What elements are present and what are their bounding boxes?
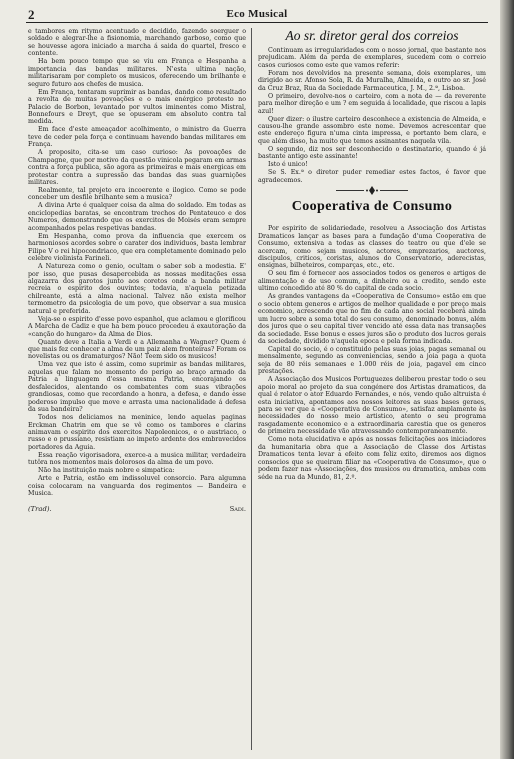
article-paragraph: Capital do socio, é o constituido pelas suas joias, pagas semanal ou mensalmente, segundo as conveniencias, sendo a joia paga a quota seja de 80 réis semanaes e 1.000 réis de joia, pagavel em cinco prestações. (258, 345, 486, 376)
article-paragraph: Isto é unico! (268, 161, 308, 169)
article-paragraph: Veja-se o espirito d'esse povo espanhol, que aclamou e glorificou A Marcha de Cadiz e que ha bem pouco procedeu á exautoração da «canção do hungaro» da Alma de Dios. (28, 315, 246, 338)
article-paragraph: Em Hespanha, como prova da influencia que exercem os harmoniosos acordes sobre o carater dos individuos, basta lembrar Filipe V o rei hipocondriaco, que era completamente dominado pelo celebre violinista Farineli. (28, 232, 246, 263)
article-paragraph: Quanto deve a Italia a Verdi e a Allemanha a Wagner? Quem é que mais fez conhecer a alma de um paiz alem fronteiras? Foram os novelistas ou os dramaturgos? Não! Teem sido os musicos! (28, 338, 246, 361)
page-header (26, 8, 488, 23)
article-signature (28, 506, 246, 513)
article-paragraph: Realmente, tal projeto era incoerente e ilogico. Como se pode conceber um desfile brilhante sem a musica? (28, 187, 246, 202)
article-paragraph: Se S. Ex.ª o diretor puder remediar estes factos, é favor que agradecemos. (258, 169, 486, 184)
ornamental-divider (332, 186, 412, 195)
book-spine-shadow (500, 0, 514, 759)
article-paragraph: A Natureza como o genio, ocultam o saber sob a modestia. E' por isso, que pusas desapercebida as nossas meditações essa algazarra dos garotos junto aos coretos onde a banda militar recreia o espirito dos ouvintes; todavia, n'aquela petizada chilreante, está a alma nacional. Talvez não exista melhor termometro da psicologia de um povo, que observar a sua musica natural e preferida. (28, 263, 246, 315)
article-paragraph: Ha bem pouco tempo que se viu em França e Hespanha a importancia das bandas militares. N'esta ultima nação, militarisaram por completo os musicos, oferecendo um brilhante e seguro futuro aos chefes de musica. (28, 58, 246, 88)
article-paragraph: Essa reação vigorisadora, exerce-a a musica militar, verdadeira tutôra nos momentos mais dolorosos da alma de um povo. (28, 451, 246, 467)
article-paragraph: Continuam as irregularidades com o nosso jornal, que bastante nos prejudicam. Além da perda de exemplares, sucedem com o correio casos curiosos como este que vamos referir: (258, 47, 486, 69)
article-paragraph: Em França, tentaram suprimir as bandas, dando como resultado a revolta de muitas povoações e o mais enérgico protesto no Palacio de Borbon, levantado por vultos iminentes como Mistral, Bonnefours e Dreyt, que se opuseram em absoluto contra tal medida. (28, 88, 246, 126)
section-heading: Ao sr. diretor geral dos correios (285, 28, 459, 43)
ornament-icon (366, 186, 378, 195)
article-paragraph: A Associação dos Musicos Portuguezes deliberou prestar todo o seu apoio moral ao projeto da sua congénere dos Artistas dramaticos, da qual é relator o ator Eduardo Fernandes, e nós, vendo quão altruista é esta iniciativa, apontamos aos nossos leitores as suas bases geraes, para se ver que a «Cooperativa de Consumo», satisfaz amplamente às necessidades do nosso meio artistico, atento o seu programa rasgadamente economico e a extraordinaria carestia que os generos de primeira necessidade vão atravessando contemporaneamente. (258, 376, 486, 436)
right-column (258, 28, 486, 481)
left-column (28, 28, 246, 513)
article-paragraph: Todos nos deliciamos na meninice, lendo aquelas paginas Erckman Chatrin em que se vê como os tambores e clarins animavam o espirito dos exercitos Napoleonicos, e o austriaco, o russo e o prussiano, resistiam ao impeto ardente dos embravecidos portadores da Aguia. (28, 414, 246, 451)
article-paragraph: Em face d'este ameaçador acolhimento, o ministro da Guerra teve de ceder pela força e continuam havendo bandas militares em França. (28, 126, 246, 149)
running-title: Eco Musical (226, 8, 288, 20)
section-heading: Cooperativa de Consumo (291, 199, 453, 215)
translation-note: (Trad). (28, 504, 52, 513)
author-name: Sadi. (229, 504, 246, 513)
article-paragraph: Por espirito de solidariedade, resolveu a Associação dos Artistas Dramaticos lançar as bases para a fundação d'uma Cooperativa de Consumo, extensiva a todas as classes do teatro ou que d'ele se acercam, como sejam musicos, actores, emprezarios, auctores, discipulos, criticos, coristas, alunos do Conservatorio, aderecistas, ensignas, bilheteiros, comparças, etc., etc. (258, 225, 486, 270)
article-paragraph: O segundo, diz nos ser desconhecido o destinatario, quando é já bastante antigo este assinante! (258, 145, 486, 161)
column-rule (251, 28, 252, 750)
article-paragraph: Não ha instituição mais nobre e simpatica: (38, 467, 175, 475)
article-paragraph: A proposito, cita-se um caso curioso: As povoações de Champagne, que por motivo da questão vinicola pegaram em armas contra a força publica, são agora as primeiras e mais energicas em protestar contra a supressão das bandas das suas guarnições militares. (28, 149, 246, 187)
article-paragraph: As grandes vantagens da «Cooperativa de Consumo» estão em que o socio obtem generos e artigos de melhor qualidade e por preço mais economico, acrescendo que no fim de cada ano social receberá ainda um lucro sobre a soma total do seu consumo, denominado bonus, além dos juros que o seu capital tiver vencido até essa data nas transações da sociedade. Esse bonus e esses juros são o produto dos lucros gerais da sociedade, dividido n'aquela epoca e pela forma indicada. (258, 293, 486, 345)
article-paragraph: Foram nos devolvidos na presente semana, dois exemplares, um dirigido ao sr. Afonso Sola, R. da Muralha, Almeida, e outro ao sr. José da Cruz Braz, Rua da Sociedade Farmaceutica, J. M., 2.ª, Lisboa. (258, 69, 486, 92)
article-paragraph: O primeiro, devolve-nos o carteiro, com a nota de — da reverente para melhor direção e um ? em seguida á localidade, que riscou a lapis azul! (258, 92, 486, 115)
article-paragraph: A divina Arte é qualquer coisa da alma do soldado. Em todas as enciclopedias baratas, se encontram trechos do Pentateuco e dos Numeros, demonstrando que os exercitos de Moisés eram sempre acompanhados pelas respetivas bandas. (28, 202, 246, 232)
article-paragraph: O seu fim é fornecer aos associados todos os generos e artigos de alimentação e de uso comum, a dinheiro ou a credito, sendo este ultimo concedido até 80 % do capital de cada socio. (258, 270, 486, 293)
article-paragraph: Uma vez que isto é assim, como suprimir as bandas militares, aquelas que falam no momento do perigo ao braço armado da Patria a linguagem d'essa mesma Patria, encorajando os desfalecidos, alentando os combatentes com suas vibrações grandiosas, como que recordando a honra, a defesa, e dando esse poderoso impulso que move e arrasta uma nacionalidade á defesa da sua bandeira? (28, 361, 246, 414)
article-paragraph: Quer dizer: o ilustre carteiro desconhece a existencia de Almeida, e causou-lhe grande assombro este nome. Devemos acrescentar que este endereço figura n'uma cinta impressa, e portanto bem clara, e que além disso, ha muito que temos assinantes naquela vila. (258, 115, 486, 145)
page-number: 2 (28, 7, 35, 22)
article-paragraph: Arte e Patria, estão em indissoluvel consorcio. Para algumna coisa colocaram na vanguarda dos regimentos — Bandeira e Musica. (28, 475, 246, 498)
article-paragraph: Como nota elucidativa e após as nossas felicitações aos iniciadores da humanitaria obra que a Associação de Classe dos Artistas Dramaticos tenta levar a efeito com feliz exito, diremos aos dignos consocios que se queiram filiar na «Cooperativa de Consumo», que o podem fazer nas «Associações, dos musicos ou dramatica, ambas com séde na rua da Mundo, 81, 2.º. (258, 436, 486, 481)
article-paragraph: e tambores em ritymo acentuado e decidido, fazendo soerguer o soldado e alegrar-lhe a fisionomia, marchando garboso, como que se houvesse agora iniciado a marcha á saida do quartel, fresco e contente. (28, 28, 246, 58)
